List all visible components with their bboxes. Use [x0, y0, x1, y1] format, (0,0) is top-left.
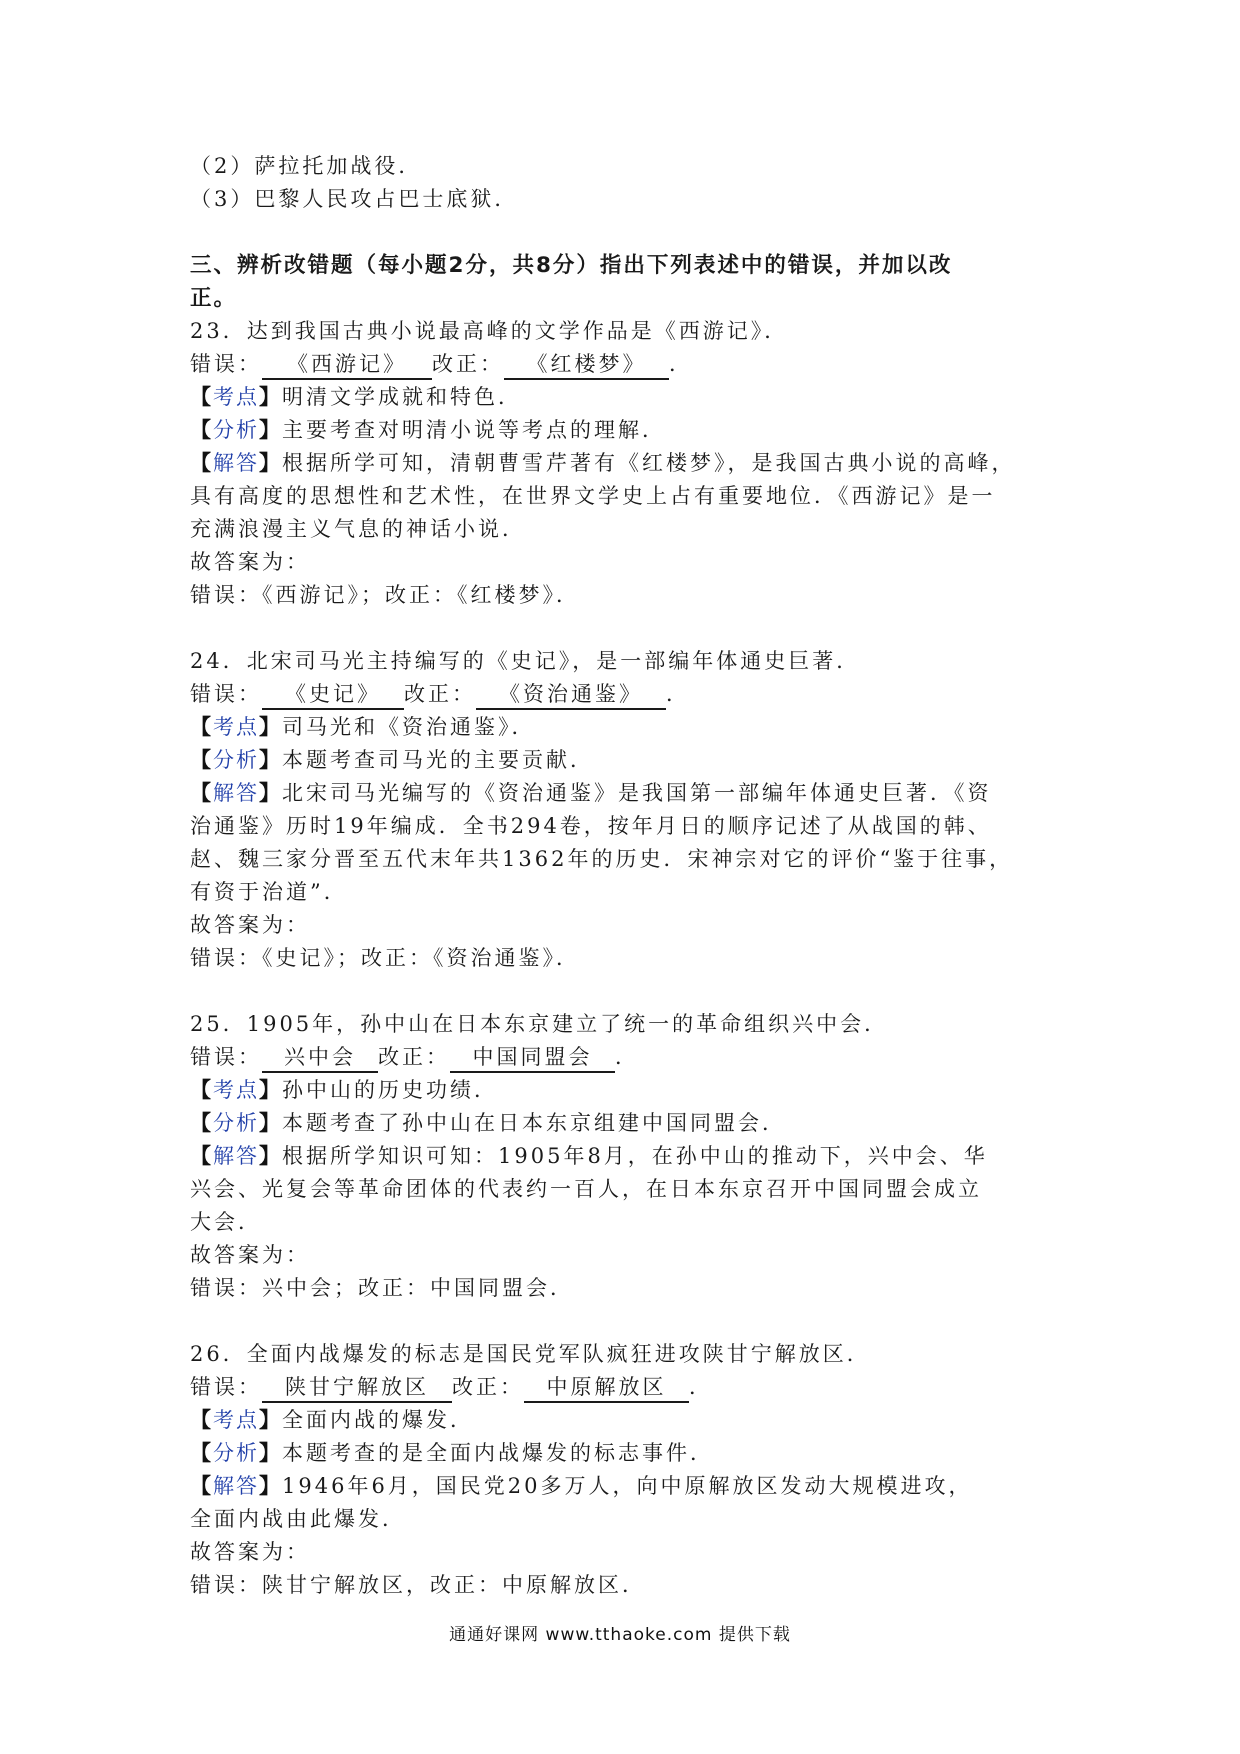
question-stem: 26．全面内战爆发的标志是国民党军队疯狂进攻陕甘宁解放区． — [190, 1342, 871, 1366]
correct-answer-blank: 中国同盟会 — [450, 1045, 615, 1073]
kaodian-text: 司马光和《资治通鉴》． — [282, 715, 536, 739]
kaodian-text: 孙中山的历史功绩． — [282, 1078, 498, 1102]
kaodian-tag: 【考点】 — [190, 1078, 282, 1102]
jieda-continuation: 充满浪漫主义气息的神话小说． — [190, 517, 526, 541]
jieda-tag: 【解答】 — [190, 1474, 282, 1498]
jieda-continuation: 有资于治道”． — [190, 880, 348, 904]
jieda-line — [190, 777, 1070, 810]
jieda-continuation: 全面内战由此爆发． — [190, 1507, 406, 1531]
correct-answer-blank: 中原解放区 — [524, 1375, 689, 1403]
gudaan-line: 故答案为： — [190, 1540, 310, 1564]
jieda-line — [190, 1140, 1070, 1173]
answer-period: ． — [666, 682, 690, 706]
fenxi-line — [190, 1437, 1070, 1470]
top-item-3: （3）巴黎人民攻占巴士底狱． — [190, 187, 519, 211]
top-item-2: （2）萨拉托加战役． — [190, 154, 423, 178]
kaodian-line — [190, 1404, 1070, 1437]
jieda-tag: 【解答】 — [190, 1144, 282, 1168]
kaodian-tag: 【考点】 — [190, 715, 282, 739]
document-page — [190, 150, 1070, 1602]
answer-line — [190, 1371, 1070, 1404]
gudaan-line: 故答案为： — [190, 550, 310, 574]
jieda-text: 根据所学知识可知：1905年8月，在孙中山的推动下，兴中会、华 — [282, 1144, 988, 1168]
fenxi-text: 主要考查对明清小说等考点的理解． — [282, 418, 666, 442]
question-25 — [190, 1008, 1070, 1305]
fenxi-tag: 【分析】 — [190, 418, 282, 442]
gudaan-line: 故答案为： — [190, 1243, 310, 1267]
answer-period: ． — [689, 1375, 713, 1399]
jieda-continuation: 治通鉴》历时19年编成．全书294卷，按年月日的顺序记述了从战国的韩、 — [190, 814, 992, 838]
fenxi-tag: 【分析】 — [190, 748, 282, 772]
section-heading-line2: 正。 — [190, 286, 238, 311]
final-answer-line: 错误：兴中会；改正：中国同盟会． — [190, 1276, 574, 1300]
fenxi-text: 本题考查了孙中山在日本东京组建中国同盟会． — [282, 1111, 786, 1135]
fenxi-tag: 【分析】 — [190, 1441, 282, 1465]
correct-answer-blank: 《资治通鉴》 — [476, 682, 666, 710]
jieda-text: 北宋司马光编写的《资治通鉴》是我国第一部编年体通史巨著．《资 — [282, 781, 992, 805]
spacer — [190, 612, 1070, 645]
kaodian-line — [190, 711, 1070, 744]
correct-label: 改正： — [404, 682, 476, 706]
kaodian-tag: 【考点】 — [190, 1408, 282, 1432]
jieda-continuation: 赵、魏三家分晋至五代末年共1362年的历史．宋神宗对它的评价“鉴于往事， — [190, 847, 1014, 871]
error-label: 错误： — [190, 352, 262, 376]
jieda-continuation: 大会． — [190, 1210, 262, 1234]
fenxi-text: 本题考查司马光的主要贡献． — [282, 748, 594, 772]
error-answer-blank: 《史记》 — [262, 682, 404, 710]
error-label: 错误： — [190, 1045, 262, 1069]
answer-period: ． — [615, 1045, 639, 1069]
page-footer: 通通好课网 www.tthaoke.com 提供下载 — [449, 1625, 791, 1645]
kaodian-text: 全面内战的爆发． — [282, 1408, 474, 1432]
jieda-tag: 【解答】 — [190, 451, 282, 475]
question-23 — [190, 315, 1070, 612]
question-stem: 24．北宋司马光主持编写的《史记》，是一部编年体通史巨著． — [190, 649, 861, 673]
jieda-text: 根据所学可知，清朝曹雪芹著有《红楼梦》，是我国古典小说的高峰， — [282, 451, 1016, 475]
kaodian-tag: 【考点】 — [190, 385, 282, 409]
correct-label: 改正： — [378, 1045, 450, 1069]
error-label: 错误： — [190, 682, 262, 706]
kaodian-line — [190, 381, 1070, 414]
spacer — [190, 1305, 1070, 1338]
gudaan-line: 故答案为： — [190, 913, 310, 937]
correct-label: 改正： — [452, 1375, 524, 1399]
jieda-line — [190, 447, 1070, 480]
jieda-continuation: 兴会、光复会等革命团体的代表约一百人，在日本东京召开中国同盟会成立 — [190, 1177, 982, 1201]
answer-line — [190, 348, 1070, 381]
jieda-tag: 【解答】 — [190, 781, 282, 805]
error-answer-blank: 陕甘宁解放区 — [262, 1375, 452, 1403]
error-answer-blank: 《西游记》 — [262, 352, 432, 380]
error-answer-blank: 兴中会 — [262, 1045, 378, 1073]
question-stem: 23．达到我国古典小说最高峰的文学作品是《西游记》． — [190, 319, 789, 343]
correct-answer-blank: 《红楼梦》 — [504, 352, 669, 380]
spacer — [190, 975, 1070, 1008]
kaodian-text: 明清文学成就和特色． — [282, 385, 522, 409]
fenxi-line — [190, 414, 1070, 447]
jieda-line — [190, 1470, 1070, 1503]
jieda-text: 1946年6月，国民党20多万人，向中原解放区发动大规模进攻， — [282, 1474, 973, 1498]
spacer — [190, 216, 1070, 249]
question-26 — [190, 1338, 1070, 1602]
fenxi-line — [190, 744, 1070, 777]
error-label: 错误： — [190, 1375, 262, 1399]
question-24 — [190, 645, 1070, 975]
answer-period: ． — [669, 352, 693, 376]
final-answer-line: 错误：陕甘宁解放区，改正：中原解放区． — [190, 1573, 646, 1597]
fenxi-line — [190, 1107, 1070, 1140]
section-heading-line1: 三、辨析改错题（每小题2分，共8分）指出下列表述中的错误，并加以改 — [190, 253, 953, 278]
answer-line — [190, 1041, 1070, 1074]
kaodian-line — [190, 1074, 1070, 1107]
question-stem: 25．1905年，孙中山在日本东京建立了统一的革命组织兴中会． — [190, 1012, 889, 1036]
fenxi-tag: 【分析】 — [190, 1111, 282, 1135]
answer-line — [190, 678, 1070, 711]
final-answer-line: 错误：《史记》；改正：《资治通鉴》． — [190, 946, 580, 970]
final-answer-line: 错误：《西游记》；改正：《红楼梦》． — [190, 583, 580, 607]
fenxi-text: 本题考查的是全面内战爆发的标志事件． — [282, 1441, 714, 1465]
correct-label: 改正： — [432, 352, 504, 376]
jieda-continuation: 具有高度的思想性和艺术性，在世界文学史上占有重要地位．《西游记》是一 — [190, 484, 996, 508]
